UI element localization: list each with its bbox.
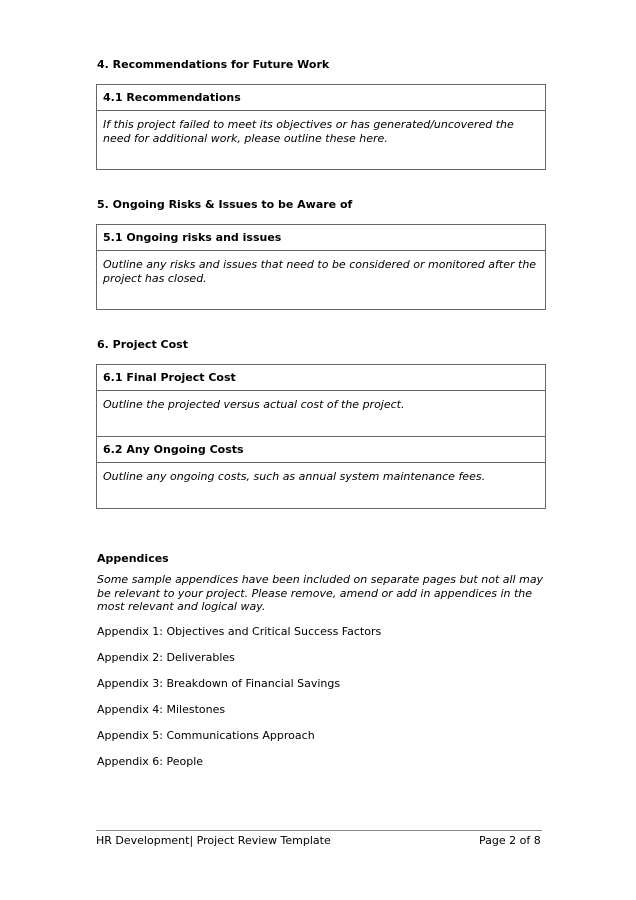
section-6-heading: 6. Project Cost [97,338,188,351]
risks-box-title: 5.1 Ongoing risks and issues [97,225,545,251]
appendices-intro: Some sample appendices have been included on separate pages but not all may be relevant to your project. Please remove, amend or add in appendices in the most relevant and logical way. [97,573,544,613]
section-4-heading: 4. Recommendations for Future Work [97,58,330,71]
section-5-heading: 5. Ongoing Risks & Issues to be Aware of [97,198,353,211]
appendices-heading: Appendices [97,552,169,565]
project-cost-box [96,364,546,509]
appendix-item: Appendix 2: Deliverables [97,651,235,664]
ongoing-costs-body: Outline any ongoing costs, such as annual system maintenance fees. [103,470,486,483]
ongoing-costs-title: 6.2 Any Ongoing Costs [97,437,545,463]
appendix-item: Appendix 6: People [97,755,204,768]
appendix-item: Appendix 4: Milestones [97,703,226,716]
recommendations-box [96,84,546,170]
recommendations-box-title: 4.1 Recommendations [97,85,545,111]
final-cost-title: 6.1 Final Project Cost [97,365,545,391]
footer-page-number: Page 2 of 8 [479,834,541,847]
appendix-item: Appendix 1: Objectives and Critical Success Factors [97,625,382,638]
footer-document-title: HR Development| Project Review Template [96,834,331,847]
risks-box [96,224,546,310]
footer-divider [96,830,542,831]
recommendations-box-body: If this project failed to meet its objectives or has generated/uncovered the need for additional work, please outline these here. [103,118,514,145]
appendix-item: Appendix 3: Breakdown of Financial Savings [97,677,341,690]
risks-box-body: Outline any risks and issues that need to be considered or monitored after the project has closed. [103,258,537,285]
appendix-item: Appendix 5: Communications Approach [97,729,315,742]
final-cost-body: Outline the projected versus actual cost of the project. [97,391,545,437]
